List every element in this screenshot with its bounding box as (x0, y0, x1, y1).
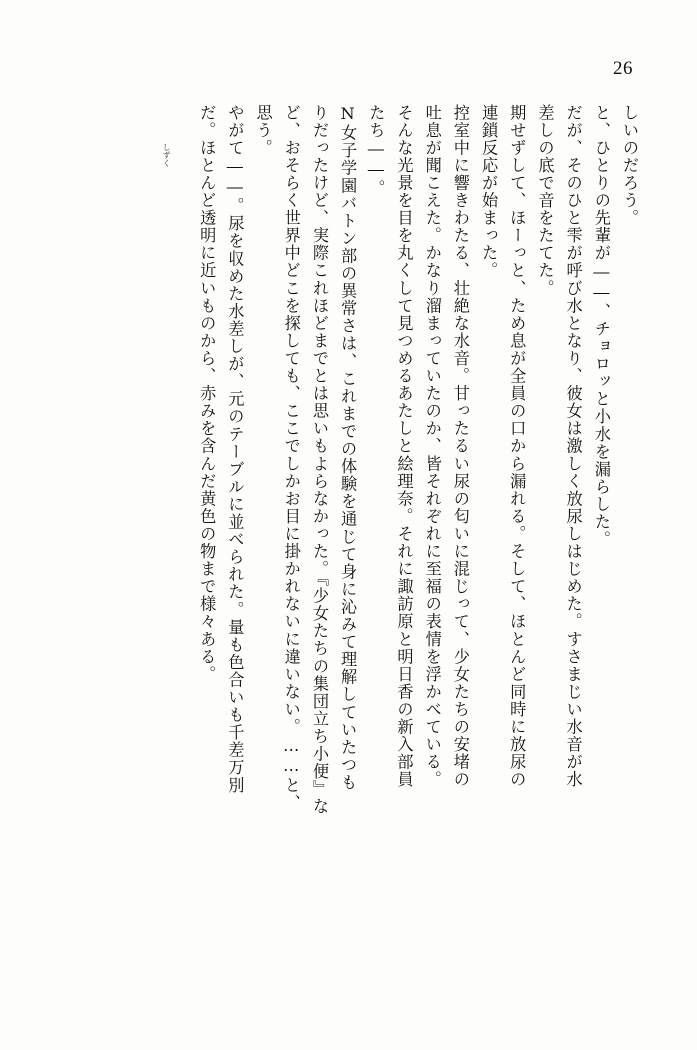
text-column: だ。ほとんど透明に近いものから、赤みを含んだ黄色の物まで様々ある。 (197, 104, 217, 684)
text-column: 思う。 (253, 104, 273, 157)
text-column: 差しの底で音をたてた。 (535, 104, 555, 298)
text-column: と、ひとりの先輩が――、チョロッと小水を漏らした。 (591, 104, 611, 549)
text-column: しいのだろう。 (620, 104, 639, 227)
vertical-text-block (52, 104, 637, 1016)
text-column: りだったけど、実際これほどまでとは思いもよらなかった。『少女たちの集団立ち小便』な (309, 104, 329, 816)
text-column: ど、おそらく世界中どこを探しても、ここでしかお目に掛かれないに違いない。……と、 (281, 104, 301, 812)
text-column: 吐息が聞こえた。かなり溜まっていたのか、皆それぞれに至福の表情を浮かべている。 (422, 104, 442, 789)
text-column: やがて――。尿を収めた水差しが、元のテーブルに並べられた。量も色合いも千差万別 (225, 104, 245, 795)
text-column: そんな光景を目を丸くして見つめるあたしと絵理奈。それに諏訪原と明日香の新入部員 (394, 104, 414, 789)
text-column: だが、そのひと雫が呼び水となり、彼女は激しく放尿しはじめた。すさまじい水音が水 (563, 104, 583, 789)
text-column: N女子学園バトン部の異常さは、これまでの体験を通じて身に沁みて理解していたつも (338, 104, 358, 792)
text-column: たち――。 (366, 104, 386, 198)
text-column: 控室中に響きわたる、壮絶な水音。甘ったるい尿の匂いに混じって、少女たちの安堵の (450, 104, 470, 789)
ruby-annotation: しずく (162, 143, 171, 167)
text-column: 連鎖反応が始まった。 (479, 104, 499, 280)
page-number: 26 (613, 58, 633, 79)
text-column: 期せずして、ほーっと、ため息が全員の口から漏れる。そして、ほとんど同時に放尿の (507, 104, 527, 789)
